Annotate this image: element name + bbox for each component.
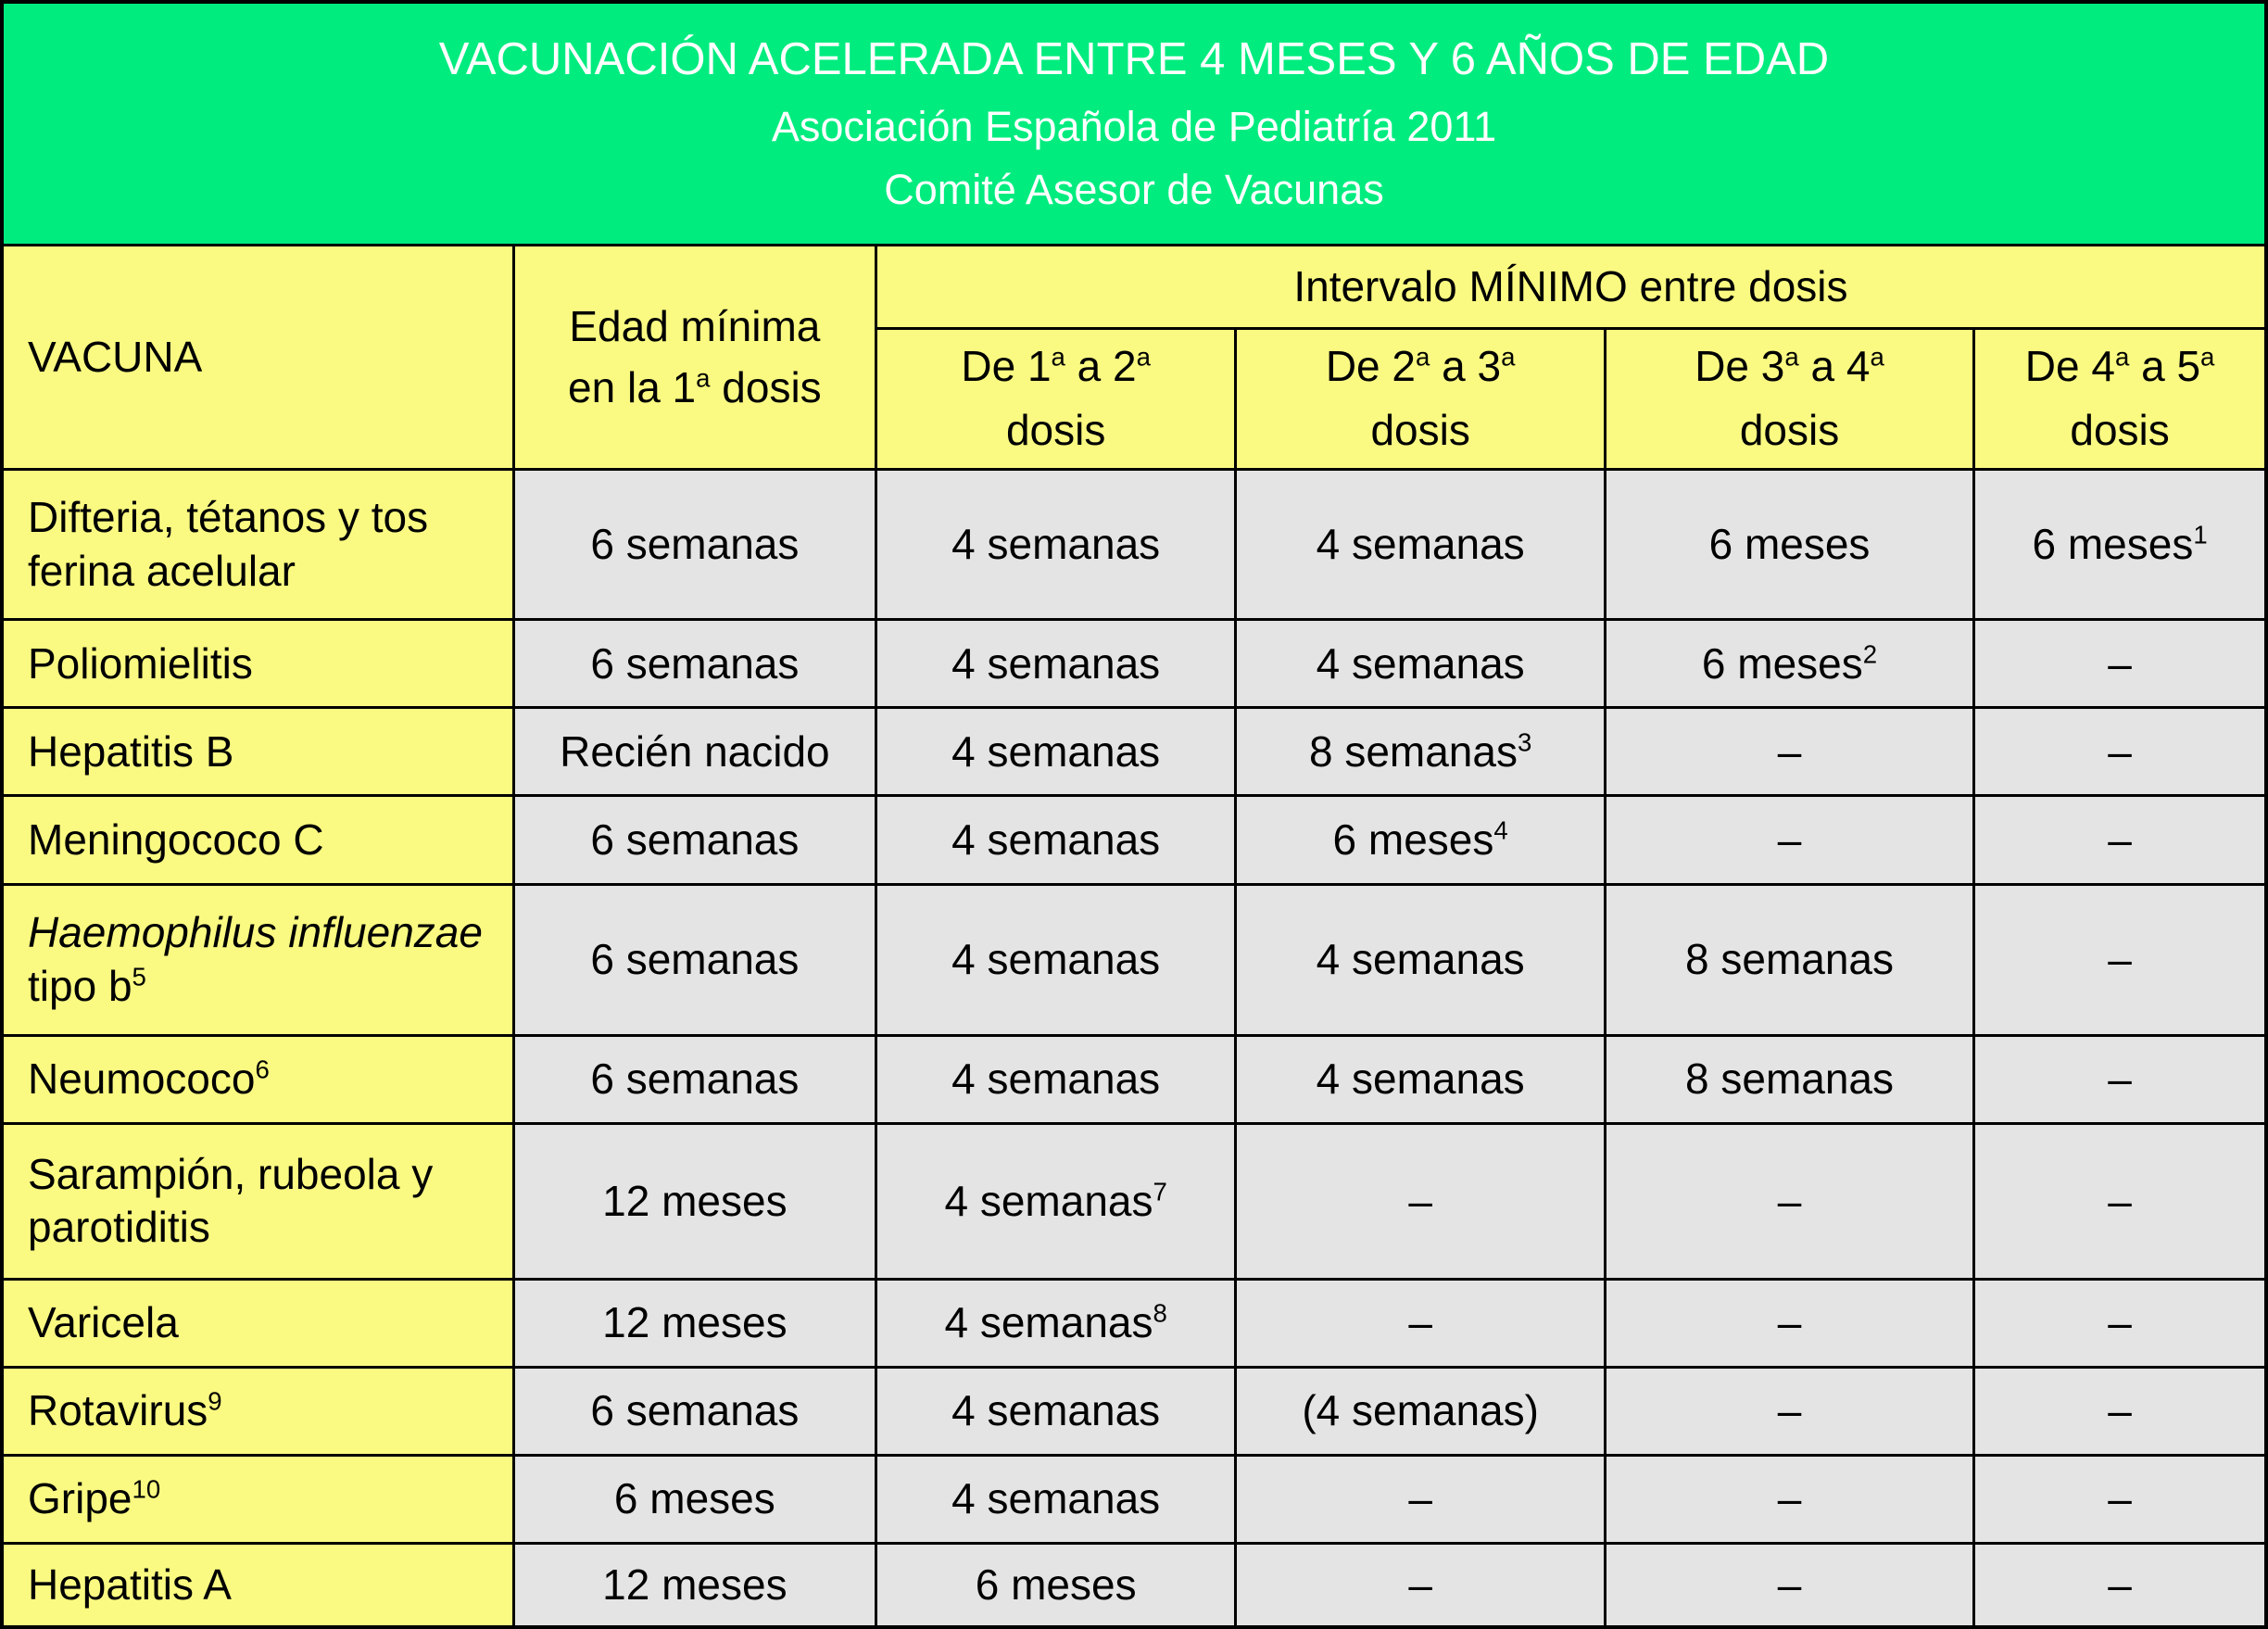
cell-dosis-4-5: – [1974, 620, 2266, 708]
cell-dosis-4-5: – [1974, 1035, 2266, 1123]
cell-dosis-4-5: – [1974, 1123, 2266, 1279]
cell-dosis-3-4: 8 semanas [1605, 1035, 1973, 1123]
cell-dosis-2-3: 4 semanas [1236, 470, 1605, 620]
cell-dosis-2-3: – [1236, 1279, 1605, 1367]
cell-dosis-3-4: 6 meses [1605, 470, 1973, 620]
table-row-poliomielitis [2, 620, 2266, 708]
cell-dosis-1-2: 4 semanas [876, 884, 1236, 1035]
cell-dosis-2-3: – [1236, 1456, 1605, 1544]
cell-dosis-1-2: 4 semanas [876, 1456, 1236, 1544]
cell-dosis-1-2: 4 semanas [876, 708, 1236, 796]
cell-dosis-2-3: 8 semanas$^3$ [1236, 708, 1605, 796]
cell-dosis-1-2: 4 semanas [876, 470, 1236, 620]
cell-dosis-2-3: – [1236, 1544, 1605, 1627]
cell-edad-minima: Recién nacido [513, 708, 876, 796]
edad-line1: Edad mínima [569, 301, 821, 350]
vaccine-name: Haemophilus influenzae tipo $b^5$ [2, 884, 513, 1035]
page-subtitle-association: Asociación Española de Pediatría 2011 [771, 102, 1497, 150]
table-row-varicela [2, 1279, 2266, 1367]
column-header-dosis-4-5: De 4$^a$ a 5$^a$ dosis [1974, 328, 2266, 469]
cell-dosis-1-2: 6 meses [876, 1544, 1236, 1627]
intervalo-label: Intervalo MÍNIMO entre dosis [1293, 261, 1848, 310]
vaccine-name: Neumococo$^6$ [2, 1035, 513, 1123]
column-header-vacuna [2, 245, 513, 469]
vaccine-name: Hepatitis A [2, 1544, 513, 1627]
table-row-hepatitis-a [2, 1544, 2266, 1627]
cell-dosis-2-3: – [1236, 1123, 1605, 1279]
cell-dosis-4-5: 6 meses$^1$ [1974, 470, 2266, 620]
cell-dosis-4-5: – [1974, 1544, 2266, 1627]
table-row-rotavirus [2, 1368, 2266, 1456]
page-subtitle-committee: Comité Asesor de Vacunas [884, 166, 1384, 214]
vaccine-name: Difteria, tétanos y tos ferina acelular [2, 470, 513, 620]
cell-dosis-4-5: – [1974, 1368, 2266, 1456]
title-banner [2, 2, 2266, 245]
cell-edad-minima: 6 semanas [513, 1368, 876, 1456]
cell-dosis-3-4: – [1605, 1279, 1973, 1367]
cell-dosis-3-4: – [1605, 1544, 1973, 1627]
table-row-neumococo [2, 1035, 2266, 1123]
banner-row [2, 2, 2266, 245]
cell-edad-minima: 12 meses [513, 1279, 876, 1367]
column-header-dosis-2-3: De 2$^a$ a 3$^a$ dosis [1236, 328, 1605, 469]
cell-dosis-3-4: – [1605, 708, 1973, 796]
cell-dosis-3-4: 6 meses$^2$ [1605, 620, 1973, 708]
cell-dosis-4-5: – [1974, 796, 2266, 884]
cell-dosis-3-4: – [1605, 1368, 1973, 1456]
vacuna-label: VACUNA [28, 332, 203, 381]
cell-dosis-1-2: 4 semanas [876, 1035, 1236, 1123]
table-row-sarampion [2, 1123, 2266, 1279]
cell-dosis-2-3: 6 meses$^4$ [1236, 796, 1605, 884]
cell-dosis-1-2: 4 semanas [876, 620, 1236, 708]
cell-dosis-2-3: (4 semanas) [1236, 1368, 1605, 1456]
cell-dosis-2-3: 4 semanas [1236, 884, 1605, 1035]
column-header-edad-minima [513, 245, 876, 469]
cell-edad-minima: 12 meses [513, 1544, 876, 1627]
cell-edad-minima: 6 meses [513, 1456, 876, 1544]
cell-dosis-4-5: – [1974, 1279, 2266, 1367]
cell-edad-minima: 6 semanas [513, 1035, 876, 1123]
vaccine-name: Varicela [2, 1279, 513, 1367]
cell-dosis-1-2: 4 semanas [876, 796, 1236, 884]
cell-edad-minima: 6 semanas [513, 884, 876, 1035]
table-row-haemophilus [2, 884, 2266, 1035]
cell-dosis-3-4: – [1605, 1456, 1973, 1544]
column-header-dosis-3-4: De 3$^a$ a 4$^a$ dosis [1605, 328, 1973, 469]
vaccine-name: Poliomielitis [2, 620, 513, 708]
cell-dosis-1-2: 4 semanas [876, 1368, 1236, 1456]
vaccine-name: Hepatitis B [2, 708, 513, 796]
edad-line2: en la 1$^a$ dosis [568, 363, 822, 412]
column-header-intervalo-minimo [876, 245, 2266, 328]
table-row-hepatitis-b [2, 708, 2266, 796]
column-header-dosis-1-2: De 1$^a$ a 2$^a$ dosis [876, 328, 1236, 469]
cell-dosis-2-3: 4 semanas [1236, 620, 1605, 708]
table-row-meningococo-c [2, 796, 2266, 884]
table-row-difteria [2, 470, 2266, 620]
cell-dosis-1-2: 4 semanas$^7$ [876, 1123, 1236, 1279]
vaccine-name: Meningococo C [2, 796, 513, 884]
cell-edad-minima: 6 semanas [513, 620, 876, 708]
cell-dosis-2-3: 4 semanas [1236, 1035, 1605, 1123]
cell-dosis-3-4: – [1605, 796, 1973, 884]
table-row-gripe [2, 1456, 2266, 1544]
header-row-top [2, 245, 2266, 328]
cell-edad-minima: 12 meses [513, 1123, 876, 1279]
cell-dosis-3-4: – [1605, 1123, 1973, 1279]
page-title: VACUNACIÓN ACELERADA ENTRE 4 MESES Y 6 AÑOS DE EDAD [438, 33, 1830, 84]
cell-dosis-4-5: – [1974, 884, 2266, 1035]
vaccine-name: Sarampión, rubeola y parotiditis [2, 1123, 513, 1279]
cell-dosis-4-5: – [1974, 708, 2266, 796]
cell-edad-minima: 6 semanas [513, 796, 876, 884]
cell-dosis-3-4: 8 semanas [1605, 884, 1973, 1035]
cell-dosis-1-2: 4 semanas$^8$ [876, 1279, 1236, 1367]
cell-edad-minima: 6 semanas [513, 470, 876, 620]
vaccine-name: Gripe$^{10}$ [2, 1456, 513, 1544]
vaccine-name: Rotavirus$^9$ [2, 1368, 513, 1456]
cell-dosis-4-5: – [1974, 1456, 2266, 1544]
